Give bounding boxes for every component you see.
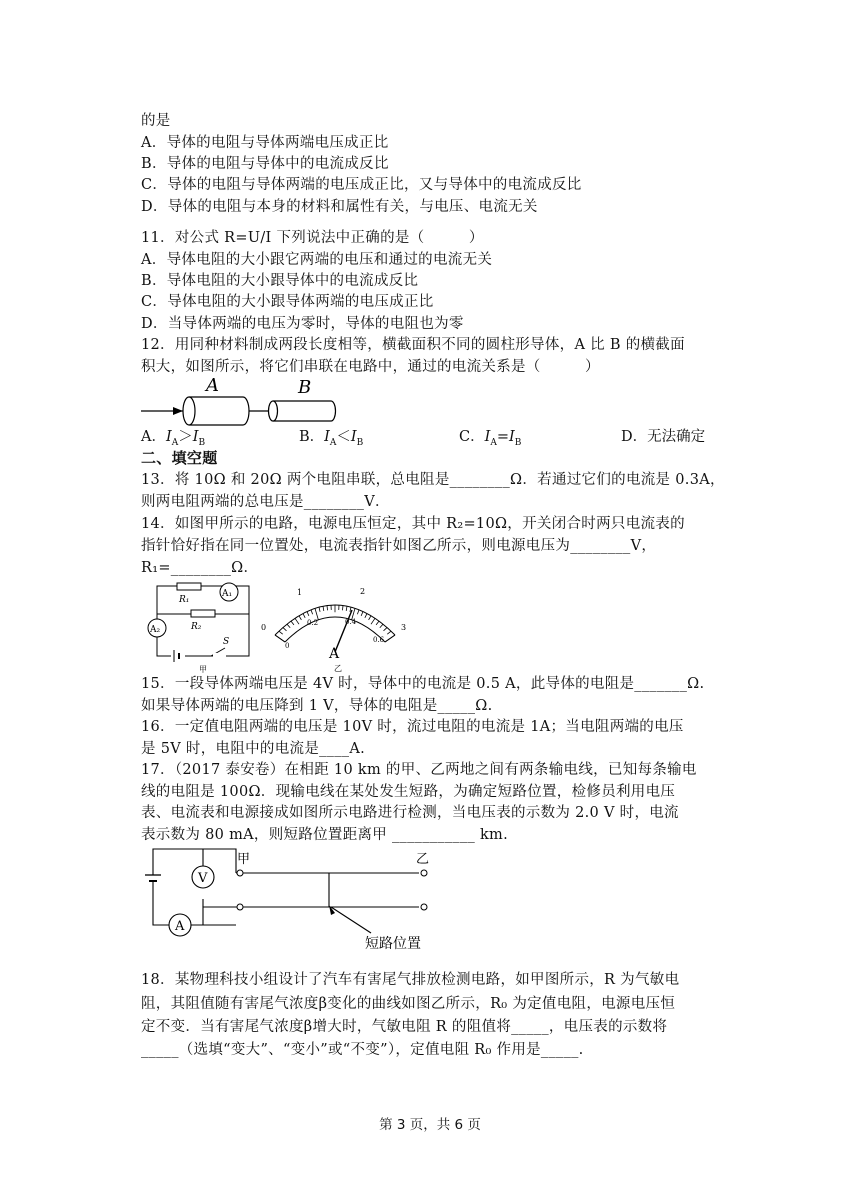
q10-stem-tail: 的是	[141, 113, 171, 129]
dial-tick	[327, 606, 328, 611]
q13-line2: 则两电阻两端的总电压是________V．	[141, 494, 390, 510]
figure-jia-label: 甲	[199, 665, 207, 674]
q12-option-c: C．$I_A=I_B$	[459, 429, 522, 448]
jia-label: 甲	[237, 852, 251, 867]
dial-tick	[342, 606, 343, 611]
r1-label: R₁	[179, 595, 190, 605]
voltmeter-label: V	[198, 871, 208, 886]
page-footer: 第 3 页，共 6 页	[379, 1117, 481, 1133]
bottom-scale-2: 0.4	[345, 618, 357, 626]
q14-line2: 指针恰好指在同一位置处，电流表指针如图乙所示，则电源电压为________V，	[141, 538, 657, 554]
q10-option-b: B．导体的电阻与导体中的电流成反比	[141, 156, 389, 172]
q12-option-d: D．无法确定	[621, 429, 706, 445]
dial-tick	[369, 616, 371, 620]
q12-conductor-figure	[141, 375, 341, 428]
dial-tick	[384, 628, 387, 631]
q17-line1: 17．（2017 泰安卷）在相距 10 km 的甲、乙两地之间有两条输电线，已知每条输电	[141, 762, 697, 778]
q17-line4: 表示数为 80 mA，则短路位置距离甲 ___________ km.	[141, 827, 509, 843]
dial-tick	[357, 610, 359, 614]
a1-label: A₁	[222, 589, 233, 599]
dial-tick	[295, 618, 299, 624]
dial-tick	[323, 606, 324, 611]
q14-line3: R₁=________Ω．	[141, 560, 259, 576]
dial-tick	[387, 631, 391, 634]
meter-a-label: A	[329, 646, 340, 662]
dial-tick	[371, 618, 375, 624]
dial-tick	[376, 621, 379, 625]
q14-line1: 14．如图甲所示的电路，电源电压恒定，其中 R₂=10Ω，开关闭合时两只电流表的	[141, 516, 685, 532]
q17-circuit-figure	[141, 845, 441, 951]
r2-label: R₂	[191, 622, 202, 632]
q11-option-a: A．导体电阻的大小跟它两端的电压和通过的电流无关	[141, 252, 493, 268]
q17-line2: 线的电阻是 100Ω．现输电线在某处发生短路，为确定短路位置，检修员利用电压	[141, 784, 676, 800]
q10-option-c: C．导体的电阻与导体两端的电压成正比，又与导体中的电流成反比	[141, 177, 582, 193]
dial-tick	[275, 635, 285, 642]
q15-line2: 如果导体两端的电压降到 1 V，导体的电阻是_____Ω.	[141, 698, 493, 714]
q18-line3: 定不变．当有害尾气浓度β增大时，气敏电阻 R 的阻值将_____，电压表的示数将	[141, 1019, 668, 1035]
q14-ammeter-dial	[255, 580, 415, 672]
dial-tick	[346, 606, 347, 611]
q12-stem-line1: 12．用同种材料制成两段长度相等，横截面积不同的圆柱形导体，A 比 B 的横截面	[141, 337, 685, 353]
dial-tick	[380, 624, 383, 628]
dial-tick	[291, 621, 294, 625]
dial-tick	[307, 612, 309, 616]
dial-tick	[365, 614, 367, 618]
q17-line3: 表、电流表和电源接成如图所示电路进行检测，当电压表的示数为 2.0 V 时，电流	[141, 805, 679, 821]
q18-line1: 18．某物理科技小组设计了汽车有害尾气排放检测电路，如甲图所示，R 为气敏电	[141, 972, 680, 988]
dial-tick	[283, 628, 286, 631]
q12-stem-line2: 积大，如图所示，将它们串联在电路中，通过的电流关系是（ ）	[141, 359, 600, 375]
q10-option-d: D．导体的电阻与本身的材料和属性有关，与电压、电流无关	[141, 199, 538, 215]
dial-tick	[287, 624, 290, 628]
label-b: B	[298, 377, 312, 398]
q11-option-d: D．当导体两端的电压为零时，导体的电阻也为零	[141, 316, 464, 332]
q13-line1: 13．将 10Ω 和 20Ω 两个电阻串联，总电阻是________Ω．若通过它们的电流是 0.3A，	[141, 472, 725, 488]
q12-option-b: B．$I_A<I_B$	[299, 429, 364, 448]
short-position-label: 短路位置	[365, 936, 421, 952]
a2-label: A₂	[150, 625, 161, 635]
top-scale-3: 3	[401, 623, 407, 632]
figure-yi-label: 乙	[334, 664, 342, 673]
q11-option-c: C．导体电阻的大小跟导体两端的电压成正比	[141, 294, 434, 310]
dial-tick	[299, 616, 301, 620]
q18-line2: 阻，其阻值随有害尾气浓度β变化的曲线如图乙所示，R₀ 为定值电阻，电源电压恒	[141, 996, 676, 1012]
top-scale-2: 2	[360, 587, 366, 596]
dial-tick	[279, 631, 283, 634]
dial-tick	[361, 612, 363, 616]
dial-tick	[385, 635, 395, 642]
q16-line2: 是 5V 时，电阻中的电流是____A.	[141, 741, 365, 757]
dial-tick	[319, 607, 320, 612]
q14-circuit-figure	[141, 580, 261, 672]
switch-label: S	[223, 637, 230, 647]
bottom-scale-1: 0.2	[307, 619, 319, 627]
yi-label: 乙	[416, 852, 430, 867]
q10-option-a: A．导体的电阻与导体两端电压成正比	[141, 135, 389, 151]
q11-stem: 11．对公式 R=U/I 下列说法中正确的是（ ）	[141, 230, 484, 246]
label-a: A	[206, 375, 219, 396]
dial-tick	[311, 610, 313, 614]
q16-line1: 16．一定值电阻两端的电压是 10V 时，流过电阻的电流是 1A；当电阻两端的电压	[141, 719, 684, 735]
ammeter-label: A	[175, 919, 185, 934]
top-scale-0: 0	[261, 623, 267, 632]
bottom-scale-0: 0	[285, 642, 290, 650]
q11-option-b: B．导体电阻的大小跟导体中的电流成反比	[141, 273, 419, 289]
bottom-scale-3: 0.6	[373, 636, 385, 644]
section-title-fill-blank: 二、填空题	[141, 449, 218, 467]
q18-line4: _____（选填“变大”、“变小”或“不变”），定值电阻 R₀ 作用是_____.	[141, 1042, 584, 1058]
top-scale-1: 1	[297, 588, 303, 597]
dial-tick	[303, 614, 305, 618]
q15-line1: 15．一段导体两端电压是 4V 时，导体中的电流是 0.5 A，此导体的电阻是_______Ω.	[141, 676, 705, 692]
q12-option-a: A．$I_A>I_B$	[141, 429, 206, 448]
